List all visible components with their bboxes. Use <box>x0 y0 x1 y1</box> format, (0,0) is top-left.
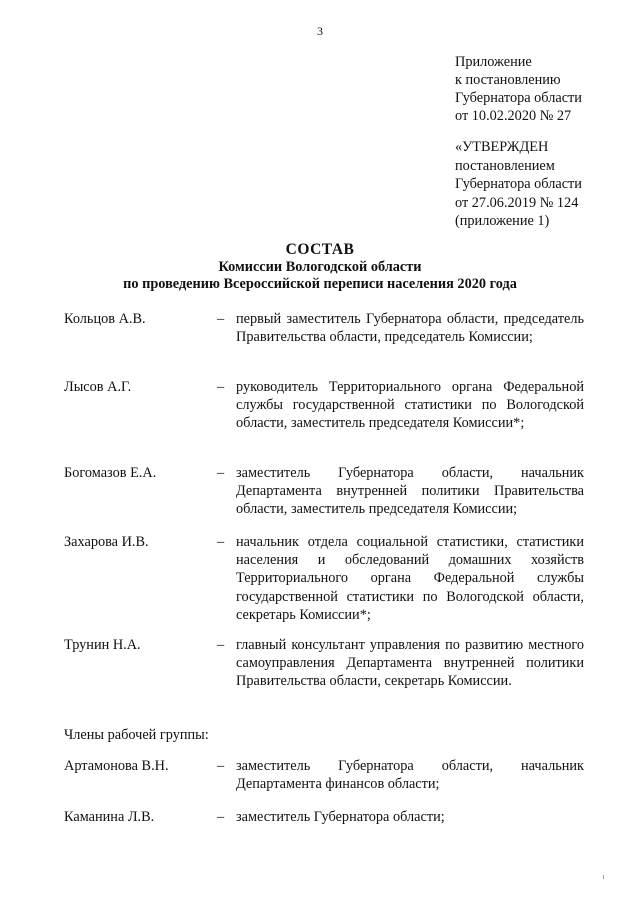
document-subtitle: по проведению Всероссийской переписи населения 2020 года <box>123 276 517 292</box>
dash-separator: – <box>217 379 225 395</box>
member-name: Захарова И.В. <box>64 534 149 550</box>
member-name: Кольцов А.В. <box>64 311 146 327</box>
dash-separator: – <box>217 809 225 825</box>
document-heading <box>0 240 640 293</box>
dash-separator: – <box>217 758 225 774</box>
page-number: 3 <box>317 24 323 38</box>
approval-line: от 27.06.2019 № 124 <box>455 194 579 211</box>
approval-line: Губернатора области <box>455 176 582 192</box>
member-role: начальник отдела социальной статистики, статистики населения и обследований домашних хозяйств Территориального органа Федеральной службы государственной статистики по Вологодской области, секретарь Комиссии*; <box>236 534 584 623</box>
member-name: Лысов А.Г. <box>64 379 132 395</box>
member-role: заместитель Губернатора области; <box>236 809 445 825</box>
appendix-line: Губернатора области <box>455 90 582 106</box>
appendix-line: к постановлению <box>455 72 561 88</box>
member-role: первый заместитель Губернатора области, председатель Правительства области, председатель Комиссии; <box>236 311 584 346</box>
appendix-line: Приложение <box>455 54 532 70</box>
dash-separator: – <box>217 637 225 653</box>
member-role: руководитель Территориального органа Федеральной службы государственной статистики по Вологодской области, заместитель председателя Комиссии*; <box>236 379 584 432</box>
dash-separator: – <box>217 311 225 327</box>
document-subtitle: Комиссии Вологодской области <box>218 259 422 275</box>
dash-separator: – <box>217 465 225 481</box>
approval-line: (приложение 1) <box>455 213 550 229</box>
member-role: главный консультант управления по развитию местного самоуправления Департамента внутренней политики Правительства области, секретарь Комиссии. <box>236 637 584 690</box>
approval-line: постановлением <box>455 157 555 174</box>
appendix-line: от 10.02.2020 № 27 <box>455 108 572 124</box>
approval-line: «УТВЕРЖДЕН <box>455 139 549 155</box>
scan-edge-mark <box>603 875 604 879</box>
member-role: заместитель Губернатора области, начальник Департамента внутренней политики Правительства области, заместитель председателя Комиссии; <box>236 465 584 518</box>
member-name: Трунин Н.А. <box>64 637 141 653</box>
member-name: Богомазов Е.А. <box>64 465 157 481</box>
member-role: заместитель Губернатора области, начальник Департамента финансов области; <box>236 758 584 793</box>
working-group-label: Члены рабочей группы: <box>64 727 209 743</box>
member-name: Артамонова В.Н. <box>64 758 169 774</box>
document-title: СОСТАВ <box>285 241 355 258</box>
dash-separator: – <box>217 534 225 550</box>
member-name: Каманина Л.В. <box>64 809 155 825</box>
appendix-block <box>455 53 582 125</box>
approval-stamp-block <box>455 138 582 231</box>
